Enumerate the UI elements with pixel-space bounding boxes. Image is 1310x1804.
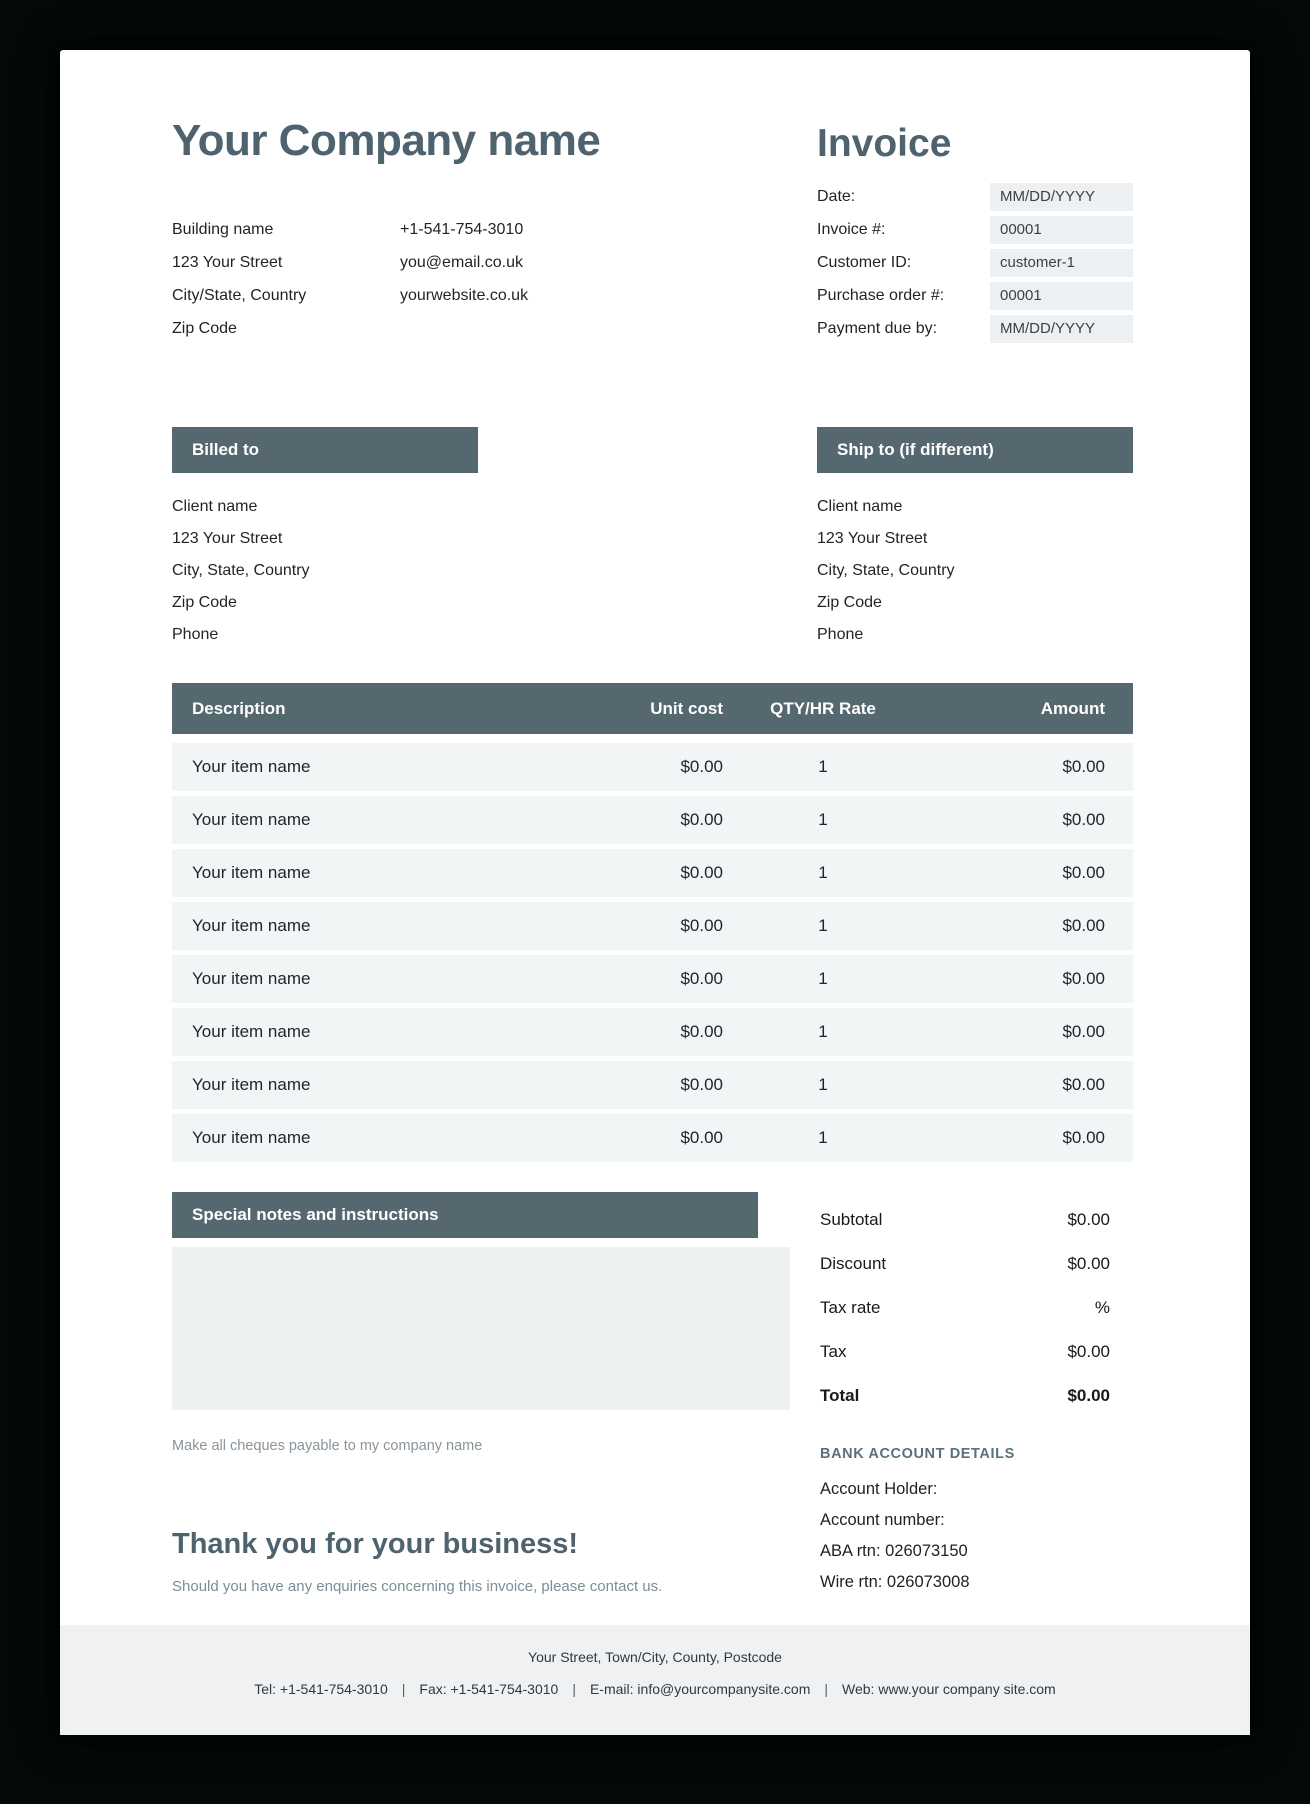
items-table-header [172, 683, 1133, 734]
bank-details-lines [820, 1474, 1015, 1598]
totals-value: $0.00 [1067, 1210, 1110, 1229]
table-row [172, 1061, 1133, 1109]
billed-to-line: 123 Your Street [172, 530, 283, 547]
item-description: Your item name [192, 916, 311, 935]
totals-block [820, 1198, 1110, 1418]
company-contact-line: yourwebsite.co.uk [400, 287, 529, 304]
invoice-title: Invoice [817, 122, 952, 165]
billed-to-line: Phone [172, 626, 219, 643]
header-amount: Amount [1040, 698, 1105, 718]
thank-you-headline: Thank you for your business! [172, 1528, 579, 1560]
items-table [172, 683, 1133, 1162]
totals-label: Subtotal [820, 1210, 883, 1229]
item-qty-rate: 1 [818, 1075, 828, 1094]
item-unit-cost: $0.00 [680, 1128, 723, 1147]
item-unit-cost: $0.00 [680, 1022, 723, 1041]
invoice-meta-value-field[interactable]: 00001 [990, 216, 1133, 244]
item-amount: $0.00 [1062, 1075, 1105, 1094]
invoice-page [60, 50, 1250, 1735]
item-description: Your item name [192, 969, 311, 988]
item-description: Your item name [192, 1022, 311, 1041]
cheque-note: Make all cheques payable to my company name [172, 1438, 483, 1454]
bank-details-heading: BANK ACCOUNT DETAILS [820, 1446, 1015, 1462]
item-description: Your item name [192, 810, 311, 829]
item-unit-cost: $0.00 [680, 810, 723, 829]
invoice-meta-row [817, 312, 1133, 345]
item-qty-rate: 1 [818, 810, 828, 829]
item-qty-rate: 1 [818, 757, 828, 776]
company-address-line: Zip Code [172, 320, 237, 337]
ship-to-line: 123 Your Street [817, 530, 928, 547]
company-contact-block [400, 213, 528, 312]
totals-label: Tax [820, 1342, 847, 1361]
bank-details-line: Wire rtn: 026073008 [820, 1573, 970, 1591]
totals-value: $0.00 [1067, 1342, 1110, 1361]
invoice-meta-value-field[interactable]: MM/DD/YYYY [990, 315, 1133, 343]
table-row [172, 849, 1133, 897]
item-qty-rate: 1 [818, 916, 828, 935]
company-name: Your Company name [172, 116, 601, 165]
item-amount: $0.00 [1062, 1022, 1105, 1041]
ship-to-line: Client name [817, 498, 903, 515]
invoice-meta-label: Purchase order #: [817, 286, 945, 304]
item-qty-rate: 1 [818, 1022, 828, 1041]
table-row [172, 902, 1133, 950]
footer-contacts [60, 1681, 1250, 1697]
billed-to-line: City, State, Country [172, 562, 310, 579]
item-amount: $0.00 [1062, 1128, 1105, 1147]
item-amount: $0.00 [1062, 916, 1105, 935]
item-amount: $0.00 [1062, 810, 1105, 829]
company-address-line: City/State, Country [172, 287, 307, 304]
billed-to-block [172, 491, 310, 651]
closing-note: Should you have any enquiries concerning this invoice, please contact us. [172, 1578, 663, 1595]
item-description: Your item name [192, 863, 311, 882]
totals-label: Discount [820, 1254, 887, 1273]
totals-row [820, 1198, 1110, 1242]
closing-block [172, 1528, 662, 1595]
item-unit-cost: $0.00 [680, 969, 723, 988]
billed-to-line: Client name [172, 498, 258, 515]
invoice-meta-value-field[interactable]: MM/DD/YYYY [990, 183, 1133, 211]
item-unit-cost: $0.00 [680, 916, 723, 935]
company-address-line: 123 Your Street [172, 254, 283, 271]
totals-value: % [1094, 1298, 1110, 1317]
invoice-meta-label: Date: [817, 187, 856, 205]
table-row [172, 1114, 1133, 1162]
totals-row [820, 1286, 1110, 1330]
invoice-meta-fields [817, 180, 1133, 345]
item-qty-rate: 1 [818, 863, 828, 882]
item-description: Your item name [192, 1128, 311, 1147]
footer-contact-segment: | E-mail: info@yourcompanysite.com [558, 1681, 810, 1697]
invoice-meta-value-field[interactable]: 00001 [990, 282, 1133, 310]
table-row [172, 743, 1133, 791]
totals-row [820, 1242, 1110, 1286]
item-description: Your item name [192, 757, 311, 776]
invoice-meta-value-field[interactable]: customer-1 [990, 249, 1133, 277]
billed-to-line: Zip Code [172, 594, 237, 611]
company-contact-line: +1-541-754-3010 [400, 221, 524, 238]
ship-to-block [817, 491, 955, 651]
bank-details-line: Account Holder: [820, 1480, 938, 1498]
company-address-block [172, 213, 306, 345]
item-qty-rate: 1 [818, 1128, 828, 1147]
footer-contact-segment: Tel: +1-541-754-3010 [254, 1681, 388, 1697]
billed-to-header: Billed to [172, 427, 478, 473]
header-qty-rate: QTY/HR Rate [770, 698, 876, 718]
item-description: Your item name [192, 1075, 311, 1094]
totals-row [820, 1374, 1110, 1418]
totals-value: $0.00 [1067, 1386, 1110, 1405]
invoice-meta-label: Customer ID: [817, 253, 912, 271]
ship-to-header: Ship to (if different) [817, 427, 1133, 473]
invoice-meta-label: Payment due by: [817, 319, 938, 337]
header-unit-cost: Unit cost [650, 698, 723, 718]
item-qty-rate: 1 [818, 969, 828, 988]
item-unit-cost: $0.00 [680, 757, 723, 776]
bank-details-line: Account number: [820, 1511, 945, 1529]
items-table-body [172, 743, 1133, 1162]
item-amount: $0.00 [1062, 863, 1105, 882]
invoice-meta-row [817, 246, 1133, 279]
invoice-meta-row [817, 213, 1133, 246]
totals-row [820, 1330, 1110, 1374]
invoice-meta-label: Invoice #: [817, 220, 886, 238]
footer-address: Your Street, Town/City, County, Postcode [528, 1649, 782, 1665]
item-unit-cost: $0.00 [680, 863, 723, 882]
table-row [172, 1008, 1133, 1056]
table-row [172, 796, 1133, 844]
footer-contact-segment: | Fax: +1-541-754-3010 [388, 1681, 559, 1697]
ship-to-line: Phone [817, 626, 864, 643]
bank-details-line: ABA rtn: 026073150 [820, 1542, 968, 1560]
bank-details-block [820, 1446, 1015, 1598]
header-description: Description [192, 698, 286, 718]
totals-label: Tax rate [820, 1298, 881, 1317]
totals-value: $0.00 [1067, 1254, 1110, 1273]
ship-to-line: Zip Code [817, 594, 882, 611]
ship-to-line: City, State, Country [817, 562, 955, 579]
totals-label: Total [820, 1386, 860, 1405]
table-row [172, 955, 1133, 1003]
invoice-meta-row [817, 279, 1133, 312]
special-notes-header: Special notes and instructions [172, 1192, 758, 1238]
invoice-meta-row [817, 180, 1133, 213]
company-address-line: Building name [172, 221, 274, 238]
page-footer [60, 1625, 1250, 1735]
item-unit-cost: $0.00 [680, 1075, 723, 1094]
footer-contact-segment: | Web: www.your company site.com [810, 1681, 1055, 1697]
item-amount: $0.00 [1062, 969, 1105, 988]
item-amount: $0.00 [1062, 757, 1105, 776]
special-notes-input[interactable] [172, 1247, 790, 1410]
company-contact-line: you@email.co.uk [400, 254, 523, 271]
